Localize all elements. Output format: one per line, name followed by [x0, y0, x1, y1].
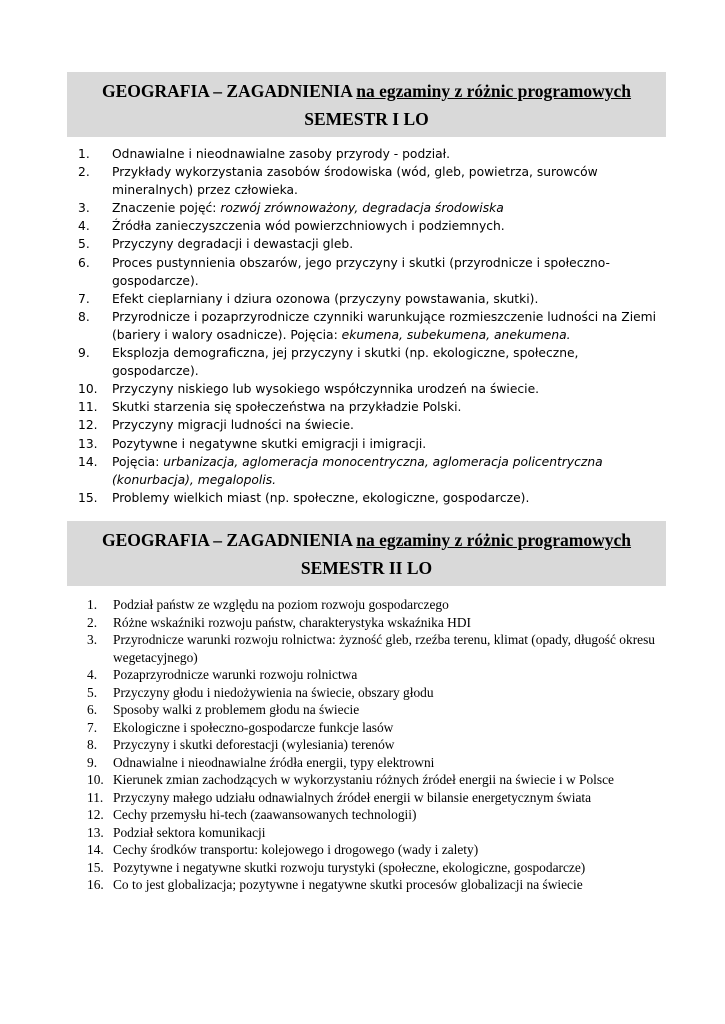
- list-item: [78, 398, 663, 416]
- item-text: [113, 859, 667, 877]
- item-number: 14.: [87, 842, 104, 857]
- item-text: [113, 614, 667, 632]
- section-2-header: [67, 521, 666, 586]
- item-text: [113, 754, 667, 772]
- item-text: [112, 398, 663, 416]
- item-text: [112, 145, 663, 163]
- item-text-plain: Pozytywne i negatywne skutki emigracji i imigracji.: [112, 436, 427, 451]
- item-text: [113, 771, 667, 789]
- item-text-italic: rozwój zrównoważony, degradacja środowiska: [220, 201, 504, 216]
- list-item: [87, 736, 667, 754]
- item-text-plain: Przyczyny i skutki deforestacji (wylesiania) terenów: [113, 737, 395, 752]
- item-number: 3.: [78, 201, 90, 216]
- item-text: [113, 666, 667, 684]
- section-2-semester: SEMESTR II LO: [300, 558, 433, 578]
- list-item: [78, 489, 663, 507]
- item-text-plain: Co to jest globalizacja; pozytywne i negatywne skutki procesów globalizacji na świecie: [113, 877, 583, 892]
- list-item: [87, 754, 667, 772]
- item-number: 7.: [78, 291, 90, 306]
- list-item: [87, 841, 667, 859]
- item-text-plain: Przykłady wykorzystania zasobów środowiska (wód, gleb, powietrza, surowców mineralnych) przez człowieka.: [112, 165, 598, 198]
- list-item: [87, 824, 667, 842]
- item-text: [112, 290, 663, 308]
- title-underlined: na egzaminy z różnic programowych: [356, 530, 632, 550]
- item-text: [113, 824, 667, 842]
- item-text-plain: Podział państw ze względu na poziom rozwoju gospodarczego: [113, 597, 449, 612]
- item-number: 13.: [78, 436, 98, 451]
- list-item: [87, 684, 667, 702]
- item-text: [112, 344, 663, 380]
- list-item: [78, 235, 663, 253]
- list-item: [87, 876, 667, 894]
- item-text-plain: Eksplozja demograficzna, jej przyczyny i skutki (np. ekologiczne, społeczne, gospodarcze).: [112, 346, 579, 379]
- item-text: [112, 380, 663, 398]
- item-number: 9.: [78, 346, 90, 361]
- item-number: 2.: [78, 165, 90, 180]
- list-item: [78, 308, 663, 344]
- item-number: 10.: [87, 772, 104, 787]
- item-number: 8.: [87, 737, 98, 752]
- item-number: 4.: [78, 219, 90, 234]
- item-number: 12.: [78, 418, 98, 433]
- item-text-plain: Problemy wielkich miast (np. społeczne, ekologiczne, gospodarcze).: [112, 490, 530, 505]
- item-text-plain: Znaczenie pojęć:: [112, 201, 221, 216]
- item-text-plain: Cechy środków transportu: kolejowego i drogowego (wady i zalety): [113, 842, 479, 857]
- item-text-italic: urbanizacja, aglomeracja monocentryczna, aglomeracja policentryczna (konurbacja), megalopolis.: [112, 454, 603, 487]
- item-text-plain: Źródła zanieczyszczenia wód powierzchniowych i podziemnych.: [112, 219, 505, 234]
- item-number: 12.: [87, 807, 104, 822]
- list-item: [78, 380, 663, 398]
- item-number: 11.: [87, 789, 104, 805]
- item-text-plain: Przyczyny głodu i niedożywienia na świecie, obszary głodu: [113, 684, 434, 700]
- section-1-semester: SEMESTR I LO: [304, 109, 429, 129]
- item-text: [112, 308, 663, 344]
- item-text-plain: Pojęcia:: [112, 454, 164, 469]
- item-text: [113, 684, 667, 702]
- item-text: [113, 806, 667, 824]
- item-text-plain: Efekt cieplarniany i dziura ozonowa (przyczyny powstawania, skutki).: [112, 291, 539, 306]
- item-number: 4.: [87, 667, 98, 682]
- item-text-plain: Skutki starzenia się społeczeństwa na przykładzie Polski.: [112, 400, 462, 415]
- item-number: 6.: [78, 255, 90, 270]
- list-item: [78, 199, 663, 217]
- item-number: 10.: [78, 382, 98, 397]
- item-text: [112, 163, 663, 199]
- item-text-plain: Podział sektora komunikacji: [113, 824, 266, 840]
- item-text-plain: Przyrodnicze warunki rozwoju rolnictwa: żyzność gleb, rzeźba terenu, klimat (opady, długość okresu wegetacyjnego): [113, 632, 656, 665]
- item-text-plain: Przyrodnicze i pozaprzyrodnicze czynniki warunkujące rozmieszczenie ludności na Ziemi (bariery i walory osadnicze). Pojęcia:: [112, 309, 657, 342]
- item-number: 5.: [78, 237, 90, 252]
- list-item: [87, 771, 667, 789]
- item-text: [112, 435, 663, 453]
- list-item: [87, 719, 667, 737]
- list-item: [78, 217, 663, 235]
- list-item: [78, 435, 663, 453]
- list-item: [78, 145, 663, 163]
- item-text-plain: Przyczyny migracji ludności na świecie.: [112, 418, 354, 433]
- section-1-header: [67, 72, 666, 137]
- item-number: 15.: [87, 859, 104, 875]
- item-text: [112, 416, 663, 434]
- item-text-plain: Przyczyny niskiego lub wysokiego współczynnika urodzeń na świecie.: [112, 382, 540, 397]
- item-number: 14.: [78, 454, 98, 469]
- item-text-plain: Kierunek zmian zachodzących w wykorzystaniu różnych źródeł energii na świecie i w Polsce: [113, 772, 614, 787]
- title-prefix: GEOGRAFIA – ZAGADNIENIA: [101, 81, 357, 101]
- section-2-title: [67, 521, 666, 551]
- item-number: 5.: [87, 684, 98, 700]
- item-text: [113, 841, 667, 859]
- title-underlined: na egzaminy z różnic programowych: [356, 81, 632, 101]
- list-item: [87, 631, 667, 666]
- list-item: [87, 859, 667, 877]
- item-text-italic: ekumena, subekumena, anekumena.: [341, 327, 571, 342]
- item-text: [112, 199, 663, 217]
- list-item: [78, 416, 663, 434]
- list-item: [87, 806, 667, 824]
- item-text: [112, 254, 663, 290]
- section-2-topic-list: [87, 596, 667, 894]
- list-item: [87, 666, 667, 684]
- item-text: [113, 789, 667, 807]
- list-item: [87, 701, 667, 719]
- item-number: 7.: [87, 719, 98, 735]
- item-text-plain: Proces pustynnienia obszarów, jego przyczyny i skutki (przyrodnicze i społeczno-gospodarcze).: [112, 255, 610, 288]
- item-text: [113, 596, 667, 614]
- item-text-plain: Odnawialne i nieodnawialne zasoby przyrody - podział.: [112, 147, 451, 161]
- list-item: [78, 344, 663, 380]
- item-text: [113, 701, 667, 719]
- item-number: 15.: [78, 490, 98, 505]
- title-prefix: GEOGRAFIA – ZAGADNIENIA: [101, 530, 357, 550]
- item-number: 1.: [87, 597, 98, 612]
- item-text: [113, 719, 667, 737]
- item-number: 3.: [87, 632, 98, 647]
- list-item: [78, 254, 663, 290]
- item-text-plain: Cechy przemysłu hi-tech (zaawansowanych technologii): [113, 807, 417, 822]
- item-text: [112, 489, 663, 507]
- item-number: 8.: [78, 309, 90, 324]
- item-number: 13.: [87, 824, 104, 840]
- item-text-plain: Przyczyny małego udziału odnawialnych źródeł energii w bilansie energetycznym świata: [113, 789, 592, 805]
- item-text-plain: Różne wskaźniki rozwoju państw, charakterystyka wskaźnika HDI: [113, 614, 471, 630]
- item-text: [113, 631, 667, 666]
- item-number: 11.: [78, 400, 98, 415]
- list-item: [87, 789, 667, 807]
- item-text-plain: Przyczyny degradacji i dewastacji gleb.: [112, 237, 354, 252]
- item-text-plain: Pozytywne i negatywne skutki rozwoju turystyki (społeczne, ekologiczne, gospodarcze): [113, 859, 586, 875]
- section-1-topic-list: [78, 145, 663, 507]
- item-number: 2.: [87, 614, 98, 630]
- item-number: 1.: [78, 147, 90, 161]
- item-text: [112, 235, 663, 253]
- item-text: [112, 453, 663, 489]
- item-text-plain: Sposoby walki z problemem głodu na świecie: [113, 702, 360, 717]
- list-item: [87, 596, 667, 614]
- item-text: [112, 217, 663, 235]
- section-1-title: [67, 72, 666, 102]
- item-number: 6.: [87, 702, 98, 717]
- item-number: 9.: [87, 754, 98, 770]
- list-item: [78, 163, 663, 199]
- item-text: [113, 736, 667, 754]
- item-text-plain: Odnawialne i nieodnawialne źródła energii, typy elektrowni: [113, 754, 435, 770]
- item-text: [113, 876, 667, 894]
- list-item: [78, 290, 663, 308]
- item-text-plain: Ekologiczne i społeczno-gospodarcze funkcje lasów: [113, 719, 394, 735]
- item-text-plain: Pozaprzyrodnicze warunki rozwoju rolnictwa: [113, 667, 358, 682]
- list-item: [87, 614, 667, 632]
- list-item: [78, 453, 663, 489]
- item-number: 16.: [87, 877, 104, 892]
